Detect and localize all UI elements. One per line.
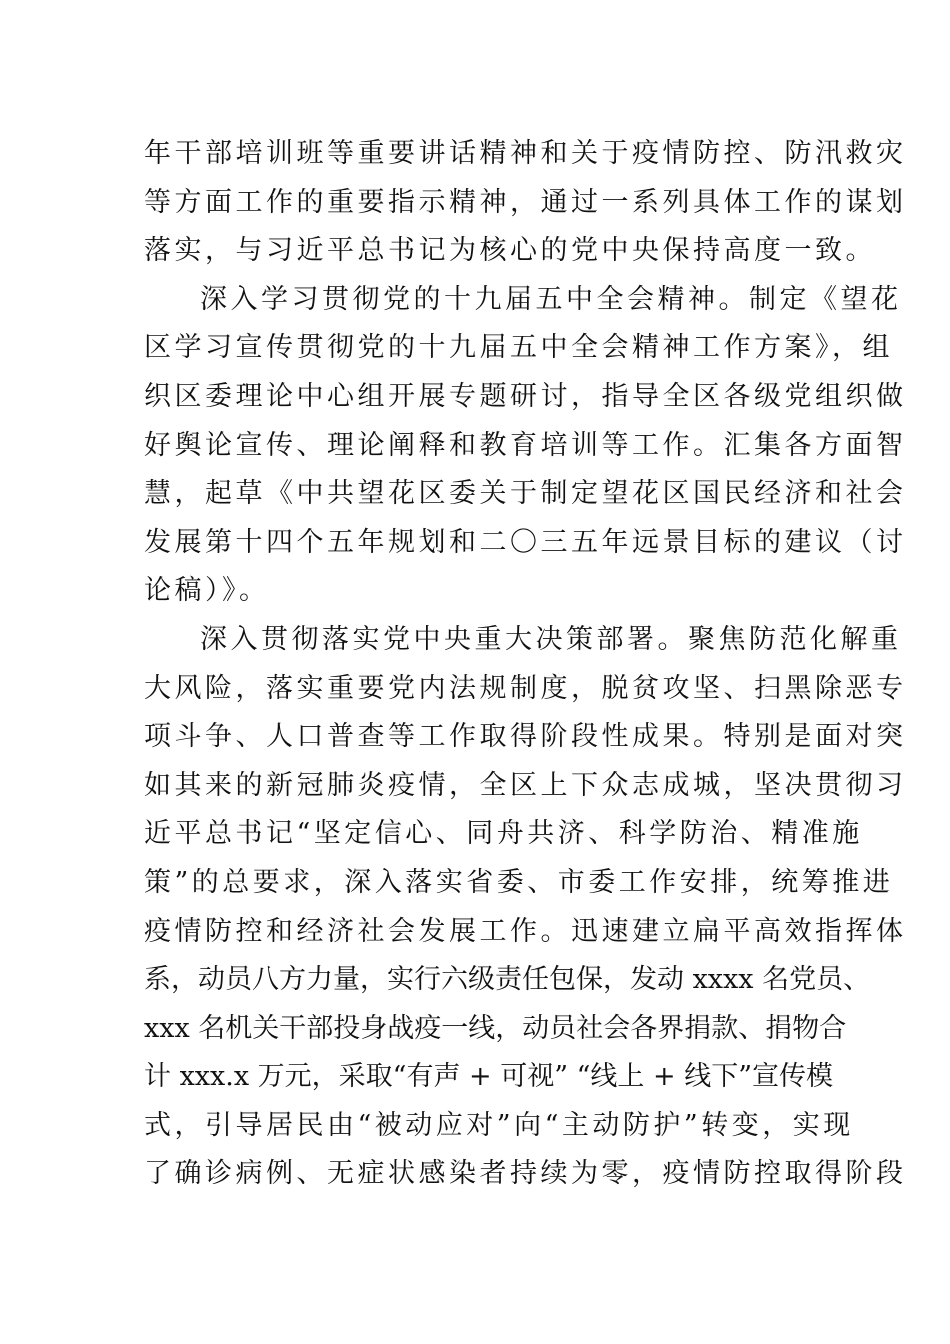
paragraph-first-line: 深入贯彻落实党中央重大决策部署。聚焦防范化解重: [200, 623, 902, 655]
text-line: 发展第十四个五年规划和二〇三五年远景目标的建议（讨: [144, 526, 907, 558]
text-line: 式，引导居民由“被动应对”向“主动防护”转变，实现: [144, 1109, 854, 1141]
paragraph-first-line: 深入学习贯彻党的十九届五中全会精神。制定《望花: [200, 283, 902, 315]
text-line: 织区委理论中心组开展专题研讨，指导全区各级党组织做: [144, 380, 907, 412]
text-line: 近平总书记“坚定信心、同舟共济、科学防治、精准施: [144, 818, 863, 850]
text-line: xxx 名机关干部投身战疫一线，动员社会各界捐款、捐物合: [144, 1012, 847, 1044]
text-line: 了确诊病例、无症状感染者持续为零，疫情防控取得阶段: [144, 1158, 907, 1190]
text-line: 落实，与习近平总书记为核心的党中央保持高度一致。: [144, 235, 876, 267]
body-text: [144, 130, 907, 1199]
text-line: 策”的总要求，深入落实省委、市委工作安排，统筹推进: [144, 866, 894, 898]
text-line: 论稿）》。: [144, 575, 270, 607]
text-line: 大风险，落实重要党内法规制度，脱贫攻坚、扫黑除恶专: [144, 672, 907, 704]
text-line: 等方面工作的重要指示精神，通过一系列具体工作的谋划: [144, 186, 907, 218]
text-line: 年干部培训班等重要讲话精神和关于疫情防控、防汛救灾: [144, 138, 907, 169]
text-line: 区学习宣传贯彻党的十九届五中全会精神工作方案》，组: [144, 332, 893, 364]
text-line: 如其来的新冠肺炎疫情，全区上下众志成城，坚决贯彻习: [144, 769, 907, 801]
text-line: 好舆论宣传、理论阐释和教育培训等工作。汇集各方面智: [144, 429, 907, 461]
text-line: 系，动员八方力量，实行六级责任包保，发动 xxxx 名党员、: [144, 964, 871, 996]
text-line: 疫情防控和经济社会发展工作。迅速建立扁平高效指挥体: [144, 915, 907, 947]
text-line: 慧，起草《中共望花区委关于制定望花区国民经济和社会: [144, 478, 907, 510]
text-line: 计 xxx.x 万元，采取“有声 + 可视” “线上 + 线下”宣传模: [144, 1061, 834, 1093]
text-line: 项斗争、人口普查等工作取得阶段性成果。特别是面对突: [144, 721, 907, 753]
